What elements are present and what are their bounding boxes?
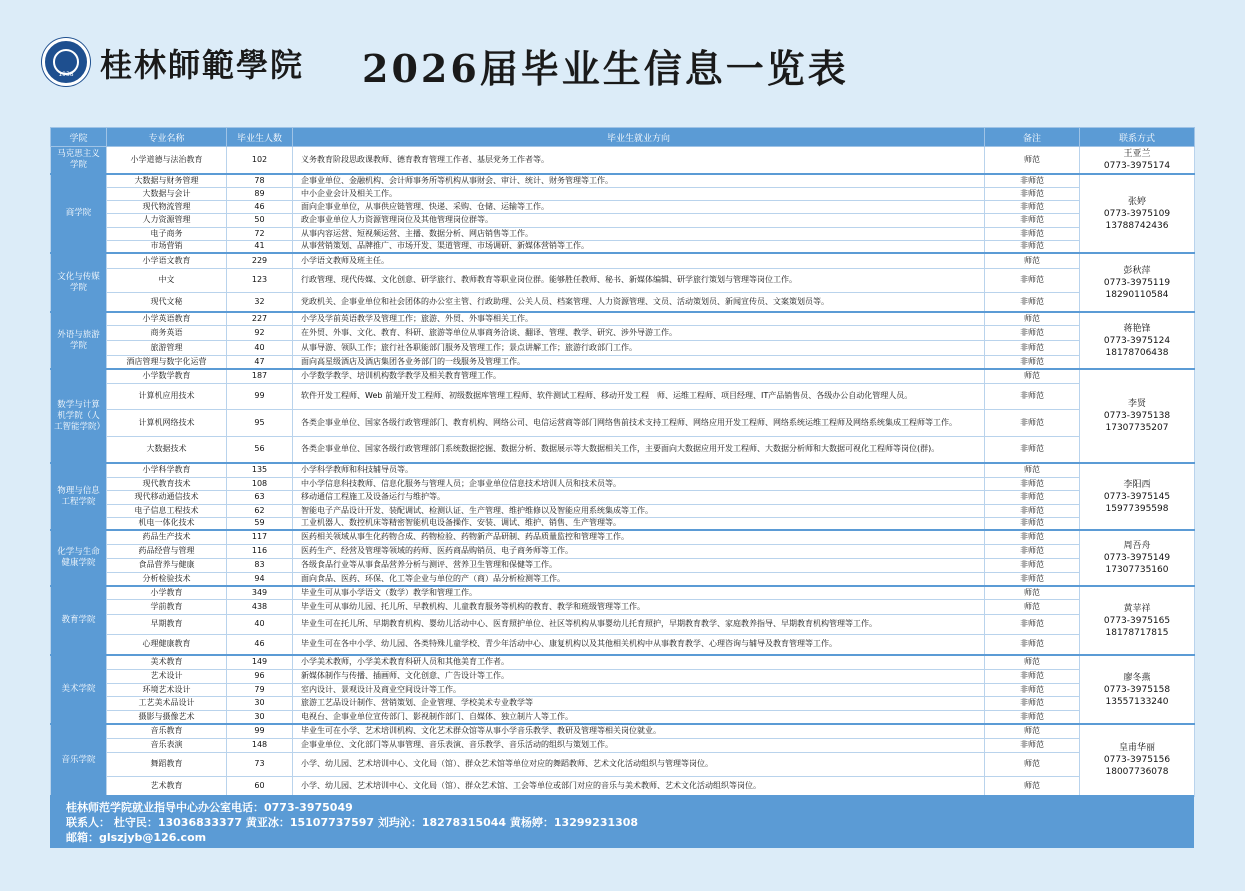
- note-cell: 非师范: [985, 614, 1080, 634]
- major-cell: 艺术教育: [107, 776, 227, 796]
- note-cell: 非师范: [985, 292, 1080, 312]
- contact-name: 张婷: [1127, 196, 1146, 207]
- employment-direction-cell: 旅游工艺品设计制作、营销策划、企业管理、学校美术专业教学等: [293, 696, 985, 710]
- table-row: [51, 710, 1195, 724]
- graduate-count-cell: 46: [227, 634, 293, 655]
- major-cell: 电子信息工程技术: [107, 504, 227, 517]
- note-cell: 非师范: [985, 504, 1080, 517]
- employment-direction-cell: 小学数学教学、培训机构数学教学及相关教育管理工作。: [293, 369, 985, 383]
- footer-email: 邮箱：glszjyb@126.com: [66, 831, 207, 844]
- employment-direction-cell: 新媒体制作与传播、插画师、文化创意、广告设计等工作。: [293, 669, 985, 683]
- graduate-count-cell: 94: [227, 572, 293, 586]
- note-cell: 非师范: [985, 213, 1080, 227]
- contact-cell: [1080, 655, 1195, 724]
- table-row: [51, 312, 1195, 325]
- school-name: 桂林師範學院: [100, 46, 305, 84]
- note-cell: 非师范: [985, 696, 1080, 710]
- note-cell: 非师范: [985, 325, 1080, 340]
- logo-year: 1938: [58, 71, 74, 78]
- note-cell: 非师范: [985, 187, 1080, 200]
- table-row: [51, 599, 1195, 614]
- table-row: [51, 738, 1195, 752]
- employment-direction-cell: 中小企业会计及相关工作。: [293, 187, 985, 200]
- employment-direction-cell: 小学科学教师和科技辅导员等。: [293, 463, 985, 477]
- employment-direction-cell: 毕业生可在各中小学、幼儿园、各类特殊儿童学校、青少年活动中心、康复机构以及其他相关机构中从事教育教学、心理咨询与辅导及教育管理等工作。: [293, 634, 985, 655]
- major-cell: 音乐表演: [107, 738, 227, 752]
- college-cell: 文化与传媒学院: [51, 253, 107, 312]
- employment-direction-cell: 面向高星级酒店及酒店集团各业务部门的一线服务及管理工作。: [293, 355, 985, 369]
- note-cell: 非师范: [985, 517, 1080, 530]
- graduate-count-cell: 78: [227, 174, 293, 187]
- contact-name: 黄苹祥: [1123, 603, 1151, 614]
- contact-name: 李阳西: [1123, 479, 1151, 490]
- employment-direction-cell: 企事业单位、文化部门等从事管理、音乐表演、音乐教学、音乐活动的组织与策划工作。: [293, 738, 985, 752]
- graduate-count-cell: 32: [227, 292, 293, 312]
- footer-contact-panel: [50, 795, 1194, 848]
- note-cell: 非师范: [985, 683, 1080, 696]
- note-cell: 非师范: [985, 174, 1080, 187]
- graduate-count-cell: 41: [227, 240, 293, 253]
- note-cell: 师范: [985, 312, 1080, 325]
- table-row: [51, 517, 1195, 530]
- contact-cell: [1080, 253, 1195, 312]
- note-cell: 非师范: [985, 490, 1080, 504]
- note-cell: 非师范: [985, 409, 1080, 436]
- major-cell: 药品经营与管理: [107, 544, 227, 558]
- graduate-info-table: [50, 127, 1195, 797]
- graduate-count-cell: 117: [227, 530, 293, 544]
- note-cell: 非师范: [985, 669, 1080, 683]
- note-cell: 师范: [985, 463, 1080, 477]
- major-cell: 摄影与摄像艺术: [107, 710, 227, 724]
- employment-direction-cell: 行政管理、现代传媒、文化创意、研学旅行、教师教育等职业岗位群。能够胜任教师、秘书、新媒体编辑、研学旅行策划与管理等岗位工作。: [293, 268, 985, 292]
- graduate-count-cell: 72: [227, 227, 293, 240]
- note-cell: 非师范: [985, 558, 1080, 572]
- column-header-note: 备注: [985, 128, 1080, 147]
- column-header-college: 学院: [51, 128, 107, 147]
- major-cell: 药品生产技术: [107, 530, 227, 544]
- major-cell: 商务英语: [107, 325, 227, 340]
- employment-direction-cell: 政企事业单位人力资源管理岗位及其他管理岗位群等。: [293, 213, 985, 227]
- note-cell: 非师范: [985, 738, 1080, 752]
- employment-direction-cell: 党政机关、企事业单位和社会团体的办公室主管、行政助理、公关人员、档案管理、人力资源管理、文员、活动策划员、新闻宣传员、文案策划员等。: [293, 292, 985, 312]
- note-cell: 非师范: [985, 572, 1080, 586]
- note-cell: 师范: [985, 369, 1080, 383]
- graduate-count-cell: 30: [227, 696, 293, 710]
- employment-direction-cell: 各类企事业单位、国家各级行政管理部门、教育机构、网络公司、电信运营商等部门网络售前技术支持工程师、网络应用开发工程师、网络系统运维工程师及网络系统集成工程师等工作。: [293, 409, 985, 436]
- table-row: [51, 586, 1195, 599]
- graduate-count-cell: 116: [227, 544, 293, 558]
- college-cell: 数学与计算机学院（人工智能学院）: [51, 369, 107, 463]
- contact-phone: 18290110584: [1105, 289, 1169, 300]
- footer-office-phone: 桂林师范学院就业指导中心办公室电话：0773-3975049: [66, 801, 353, 814]
- note-cell: 非师范: [985, 544, 1080, 558]
- graduate-count-cell: 438: [227, 599, 293, 614]
- graduate-count-cell: 83: [227, 558, 293, 572]
- employment-direction-cell: 智能电子产品设计开发、装配调试、检测认证、生产管理、维护维修以及智能应用系统集成等工作。: [293, 504, 985, 517]
- employment-direction-cell: 软件开发工程师、Web 前端开发工程师、初级数据库管理工程师、软件测试工程师、移动开发工程 师、运维工程师、项目经理、IT产品销售员、各级办公自动化管理人员。: [293, 383, 985, 409]
- graduate-count-cell: 135: [227, 463, 293, 477]
- table-row: [51, 147, 1195, 175]
- contact-name: 周吾舟: [1123, 541, 1151, 551]
- major-cell: 环境艺术设计: [107, 683, 227, 696]
- employment-direction-cell: 电视台、企事业单位宣传部门、影视制作部门、自媒体、独立制片人等工作。: [293, 710, 985, 724]
- table-row: [51, 655, 1195, 669]
- contact-phone: 0773-3975156: [1103, 755, 1171, 766]
- school-logo: [42, 38, 90, 86]
- note-cell: 师范: [985, 655, 1080, 669]
- graduate-count-cell: 148: [227, 738, 293, 752]
- contact-phone: 0773-3975138: [1103, 411, 1171, 421]
- major-cell: 分析检验技术: [107, 572, 227, 586]
- major-cell: 现代教育技术: [107, 477, 227, 490]
- graduate-count-cell: 149: [227, 655, 293, 669]
- major-cell: 小学科学教育: [107, 463, 227, 477]
- note-cell: 非师范: [985, 383, 1080, 409]
- college-cell: 化学与生命健康学院: [51, 530, 107, 586]
- table-row: [51, 213, 1195, 227]
- contact-phone: 0773-3975124: [1103, 335, 1171, 346]
- graduate-count-cell: 102: [227, 147, 293, 175]
- employment-direction-cell: 小学美术教师，小学美术教育科研人员和其他美育工作者。: [293, 655, 985, 669]
- graduate-count-cell: 60: [227, 776, 293, 796]
- contact-cell: [1080, 174, 1195, 253]
- major-cell: 大数据与财务管理: [107, 174, 227, 187]
- table-row: [51, 683, 1195, 696]
- contact-phone: 18007736078: [1105, 767, 1169, 778]
- college-cell: 物理与信息工程学院: [51, 463, 107, 530]
- contact-cell: [1080, 724, 1195, 796]
- note-cell: 非师范: [985, 268, 1080, 292]
- employment-direction-cell: 毕业生可在托儿所、早期教育机构、婴幼儿活动中心、医育照护单位、社区等机构从事婴幼儿托育照护，早期教育教学、家庭教养指导、早期教育机构管理等工作。: [293, 614, 985, 634]
- employment-direction-cell: 从事营销策划、品牌推广、市场开发、渠道管理、市场调研、新媒体营销等工作。: [293, 240, 985, 253]
- contact-name: 廖冬燕: [1123, 672, 1151, 683]
- employment-direction-cell: 从事导游、领队工作；旅行社各职能部门服务及管理工作；景点讲解工作；旅游行政部门工作。: [293, 340, 985, 355]
- graduate-count-cell: 95: [227, 409, 293, 436]
- college-cell: 马克思主义学院: [51, 147, 107, 175]
- graduate-count-cell: 40: [227, 614, 293, 634]
- employment-direction-cell: 医药生产、经营及管理等领域的药师、医药商品购销员、电子商务师等工作。: [293, 544, 985, 558]
- contact-phone: 0773-3975145: [1103, 491, 1171, 502]
- table-row: [51, 187, 1195, 200]
- table-row: [51, 174, 1195, 187]
- employment-direction-cell: 小学、幼儿园、艺术培训中心、文化局（馆）、群众艺术馆、工会等单位或部门对应的音乐与美术教师、艺术文化活动组织等岗位。: [293, 776, 985, 796]
- table-row: [51, 669, 1195, 683]
- major-cell: 小学英语教育: [107, 312, 227, 325]
- employment-direction-cell: 室内设计、景观设计及商业空间设计等工作。: [293, 683, 985, 696]
- contact-phone: 0773-3975158: [1103, 684, 1171, 695]
- major-cell: 机电一体化技术: [107, 517, 227, 530]
- major-cell: 大数据技术: [107, 436, 227, 463]
- contact-phone: 0773-3975119: [1103, 277, 1171, 288]
- contact-phone: 0773-3975149: [1103, 553, 1171, 563]
- graduate-count-cell: 229: [227, 253, 293, 268]
- note-cell: 师范: [985, 586, 1080, 599]
- graduate-count-cell: 89: [227, 187, 293, 200]
- table-row: [51, 530, 1195, 544]
- note-cell: 师范: [985, 776, 1080, 796]
- table-row: [51, 490, 1195, 504]
- table-row: [51, 383, 1195, 409]
- note-cell: 师范: [985, 724, 1080, 738]
- table-row: [51, 614, 1195, 634]
- contact-phone: 15977395598: [1105, 503, 1169, 514]
- major-cell: 市场营销: [107, 240, 227, 253]
- page-title: 2026届毕业生信息一览表: [362, 46, 849, 91]
- column-header-major: 专业名称: [107, 128, 227, 147]
- major-cell: 工艺美术品设计: [107, 696, 227, 710]
- table-row: [51, 724, 1195, 738]
- table-row: [51, 776, 1195, 796]
- major-cell: 计算机网络技术: [107, 409, 227, 436]
- note-cell: 非师范: [985, 436, 1080, 463]
- contact-name: 彭秋萍: [1123, 265, 1151, 276]
- table-row: [51, 325, 1195, 340]
- graduate-count-cell: 108: [227, 477, 293, 490]
- contact-phone: 13557133240: [1105, 696, 1169, 707]
- contact-cell: [1080, 312, 1195, 369]
- major-cell: 酒店管理与数字化运营: [107, 355, 227, 369]
- employment-direction-cell: 医药相关领域从事生化药物合成、药物检验、药物新产品研制、药品质量监控和管理等工作。: [293, 530, 985, 544]
- footer-contacts: 联系人： 杜守民：13036833377 黄亚冰：15107737597 刘玙沁：18278315044 黄杨婷：13299231308: [66, 816, 639, 829]
- major-cell: 早期教育: [107, 614, 227, 634]
- major-cell: 艺术设计: [107, 669, 227, 683]
- major-cell: 现代移动通信技术: [107, 490, 227, 504]
- table-body: [51, 147, 1195, 797]
- graduate-count-cell: 50: [227, 213, 293, 227]
- contact-phone: 13788742436: [1105, 220, 1169, 231]
- major-cell: 计算机应用技术: [107, 383, 227, 409]
- graduate-count-cell: 47: [227, 355, 293, 369]
- contact-name: 李贤: [1127, 399, 1146, 409]
- college-cell: 教育学院: [51, 586, 107, 655]
- employment-direction-cell: 工业机器人、数控机床等精密智能机电设备操作、安装、调试、维护、销售、生产管理等。: [293, 517, 985, 530]
- major-cell: 小学教育: [107, 586, 227, 599]
- major-cell: 小学道德与法治教育: [107, 147, 227, 175]
- employment-direction-cell: 在外贸、外事、文化、教育、科研、旅游等单位从事商务洽谈、翻译、管理、教学、研究、涉外导游工作。: [293, 325, 985, 340]
- contact-cell: [1080, 463, 1195, 530]
- table-row: [51, 634, 1195, 655]
- graduate-count-cell: 73: [227, 752, 293, 776]
- graduate-count-cell: 187: [227, 369, 293, 383]
- table-row: [51, 544, 1195, 558]
- contact-cell: [1080, 530, 1195, 586]
- table-row: [51, 696, 1195, 710]
- note-cell: 师范: [985, 147, 1080, 175]
- table-row: [51, 268, 1195, 292]
- graduate-count-cell: 123: [227, 268, 293, 292]
- note-cell: 非师范: [985, 340, 1080, 355]
- college-cell: 商学院: [51, 174, 107, 253]
- table-row: [51, 292, 1195, 312]
- graduate-count-cell: 59: [227, 517, 293, 530]
- graduate-count-cell: 96: [227, 669, 293, 683]
- employment-direction-cell: 移动通信工程施工及设备运行与维护等。: [293, 490, 985, 504]
- contact-cell: [1080, 147, 1195, 175]
- employment-direction-cell: 毕业生可从事小学语文（数学）教学和管理工作。: [293, 586, 985, 599]
- graduate-count-cell: 40: [227, 340, 293, 355]
- note-cell: 非师范: [985, 200, 1080, 213]
- contact-phone: 18178706438: [1105, 347, 1169, 358]
- graduate-count-cell: 62: [227, 504, 293, 517]
- contact-name: 王亚兰: [1123, 149, 1151, 159]
- table-row: [51, 240, 1195, 253]
- page-header: [0, 0, 1245, 125]
- employment-direction-cell: 义务教育阶段思政课教师、德育教育管理工作者、基层党务工作者等。: [293, 147, 985, 175]
- major-cell: 学前教育: [107, 599, 227, 614]
- table-row: [51, 558, 1195, 572]
- graduate-count-cell: 92: [227, 325, 293, 340]
- major-cell: 中文: [107, 268, 227, 292]
- note-cell: 非师范: [985, 530, 1080, 544]
- table-row: [51, 572, 1195, 586]
- major-cell: 美术教育: [107, 655, 227, 669]
- major-cell: 音乐教育: [107, 724, 227, 738]
- note-cell: 师范: [985, 599, 1080, 614]
- table-row: [51, 200, 1195, 213]
- employment-direction-cell: 企事业单位、金融机构、会计师事务所等机构从事财会、审计、统计、财务管理等工作。: [293, 174, 985, 187]
- note-cell: 非师范: [985, 355, 1080, 369]
- column-header-direction: 毕业生就业方向: [293, 128, 985, 147]
- major-cell: 心理健康教育: [107, 634, 227, 655]
- contact-name: 蒋艳锋: [1123, 323, 1151, 334]
- contact-phone: 17307735207: [1105, 423, 1169, 433]
- table-row: [51, 227, 1195, 240]
- employment-direction-cell: 面向企事业单位，从事供应链管理、快递、采购、仓储、运输等工作。: [293, 200, 985, 213]
- major-cell: 旅游管理: [107, 340, 227, 355]
- table-row: [51, 504, 1195, 517]
- major-cell: 大数据与会计: [107, 187, 227, 200]
- table-row: [51, 477, 1195, 490]
- contact-phone: 18178717815: [1105, 627, 1169, 638]
- column-header-contact: 联系方式: [1080, 128, 1195, 147]
- note-cell: 师范: [985, 752, 1080, 776]
- table-row: [51, 436, 1195, 463]
- contact-phone: 0773-3975109: [1103, 208, 1171, 219]
- college-cell: 音乐学院: [51, 724, 107, 796]
- column-header-count: 毕业生人数: [227, 128, 293, 147]
- table-row: [51, 369, 1195, 383]
- graduate-count-cell: 30: [227, 710, 293, 724]
- college-cell: 外语与旅游学院: [51, 312, 107, 369]
- graduate-count-cell: 349: [227, 586, 293, 599]
- table-row: [51, 409, 1195, 436]
- contact-phone: 0773-3975165: [1103, 615, 1171, 626]
- table-header-row: [51, 128, 1195, 147]
- graduate-table-container: [50, 127, 1194, 797]
- graduate-count-cell: 79: [227, 683, 293, 696]
- employment-direction-cell: 毕业生可从事幼儿园、托儿所、早教机构、儿童教育服务等机构的教育、教学和班级管理等工作。: [293, 599, 985, 614]
- contact-phone: 0773-3975174: [1103, 161, 1171, 171]
- graduate-count-cell: 99: [227, 383, 293, 409]
- note-cell: 非师范: [985, 634, 1080, 655]
- contact-name: 皇甫华丽: [1118, 743, 1155, 754]
- contact-phone: 17307735160: [1105, 565, 1169, 575]
- major-cell: 食品营养与健康: [107, 558, 227, 572]
- major-cell: 现代物流管理: [107, 200, 227, 213]
- note-cell: 师范: [985, 253, 1080, 268]
- employment-direction-cell: 小学及学前英语教学及管理工作；旅游、外贸、外事等相关工作。: [293, 312, 985, 325]
- note-cell: 非师范: [985, 240, 1080, 253]
- employment-direction-cell: 从事内容运营、短视频运营、主播、数据分析、网店销售等工作。: [293, 227, 985, 240]
- college-cell: 美术学院: [51, 655, 107, 724]
- table-row: [51, 340, 1195, 355]
- graduate-count-cell: 227: [227, 312, 293, 325]
- employment-direction-cell: 毕业生可在小学、艺术培训机构、文化艺术群众馆等从事小学音乐教学、教研及管理等相关岗位就业。: [293, 724, 985, 738]
- major-cell: 电子商务: [107, 227, 227, 240]
- graduate-count-cell: 63: [227, 490, 293, 504]
- note-cell: 非师范: [985, 710, 1080, 724]
- major-cell: 人力资源管理: [107, 213, 227, 227]
- employment-direction-cell: 各级食品行业等从事食品营养分析与测评、营养卫生管理和保健等工作。: [293, 558, 985, 572]
- contact-cell: [1080, 586, 1195, 655]
- note-cell: 非师范: [985, 477, 1080, 490]
- employment-direction-cell: 小学、幼儿园、艺术培训中心、文化局（馆）、群众艺术馆等单位对应的舞蹈教师、艺术文化活动组织与管理等岗位。: [293, 752, 985, 776]
- major-cell: 现代文秘: [107, 292, 227, 312]
- table-row: [51, 253, 1195, 268]
- major-cell: 小学数学教育: [107, 369, 227, 383]
- graduate-count-cell: 56: [227, 436, 293, 463]
- employment-direction-cell: 小学语文教师及班主任。: [293, 253, 985, 268]
- graduate-count-cell: 46: [227, 200, 293, 213]
- major-cell: 舞蹈教育: [107, 752, 227, 776]
- employment-direction-cell: 中小学信息科技教师、信息化服务与管理人员；企事业单位信息技术培训人员和技术员等。: [293, 477, 985, 490]
- employment-direction-cell: 面向食品、医药、环保、化工等企业与单位的产（商）品分析检测等工作。: [293, 572, 985, 586]
- table-row: [51, 463, 1195, 477]
- contact-cell: [1080, 369, 1195, 463]
- table-row: [51, 355, 1195, 369]
- note-cell: 非师范: [985, 227, 1080, 240]
- employment-direction-cell: 各类企事业单位、国家各级行政管理部门系统数据挖掘、数据分析、数据展示等大数据相关工作，主要面向大数据应用开发工程师、大数据分析师和大数据可视化工程师等岗位(群)。: [293, 436, 985, 463]
- table-row: [51, 752, 1195, 776]
- graduate-count-cell: 99: [227, 724, 293, 738]
- major-cell: 小学语文教育: [107, 253, 227, 268]
